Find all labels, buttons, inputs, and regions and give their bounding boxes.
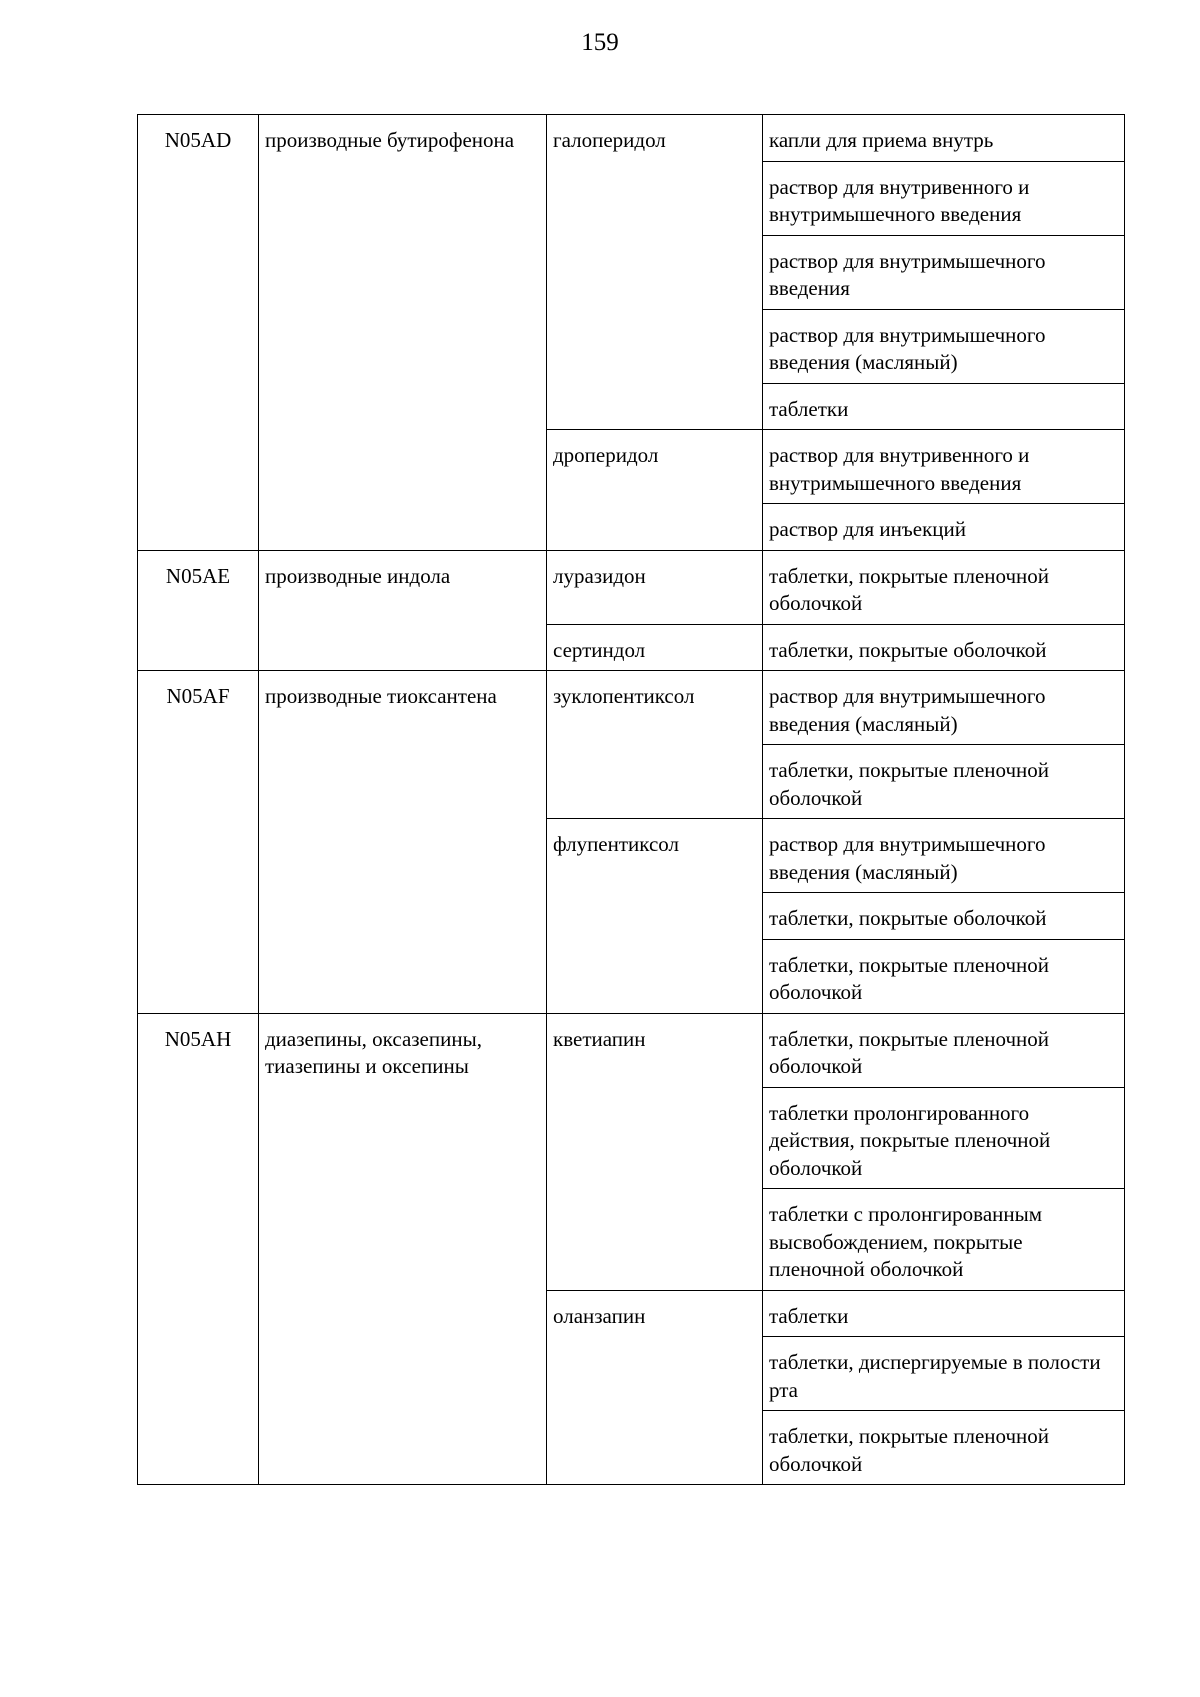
dosage-form-cell: раствор для внутримышечного введения (масляный) [763,671,1125,745]
drug-name-cell: сертиндол [547,624,763,671]
dosage-form-cell: таблетки, покрытые пленочной оболочкой [763,1411,1125,1485]
drug-table [137,114,1125,1485]
group-name-cell: диазепины, оксазепины, тиазепины и оксепины [259,1013,547,1485]
dosage-form-cell: таблетки пролонгированного действия, покрытые пленочной оболочкой [763,1087,1125,1189]
dosage-form-cell: таблетки, покрытые оболочкой [763,893,1125,940]
dosage-form-cell: раствор для внутривенного и внутримышечного введения [763,430,1125,504]
dosage-form-cell: таблетки, диспергируемые в полости рта [763,1337,1125,1411]
page-number: 159 [581,29,619,56]
atc-code-cell: N05AE [138,550,259,671]
dosage-form-cell: раствор для внутривенного и внутримышечного введения [763,161,1125,235]
dosage-form-cell: раствор для инъекций [763,504,1125,551]
dosage-form-cell: раствор для внутримышечного введения (масляный) [763,309,1125,383]
table-row [138,671,1125,745]
table-row [138,115,1125,162]
dosage-form-cell: таблетки [763,1290,1125,1337]
drug-name-cell: галоперидол [547,115,763,430]
atc-code-cell: N05AH [138,1013,259,1485]
group-name-cell: производные тиоксантена [259,671,547,1014]
dosage-form-cell: раствор для внутримышечного введения (масляный) [763,819,1125,893]
drug-name-cell: зуклопентиксол [547,671,763,819]
dosage-form-cell: таблетки с пролонгированным высвобождением, покрытые пленочной оболочкой [763,1189,1125,1291]
table-body [138,115,1125,1485]
table-row [138,550,1125,624]
dosage-form-cell: таблетки, покрытые пленочной оболочкой [763,1013,1125,1087]
dosage-form-cell: капли для приема внутрь [763,115,1125,162]
dosage-form-cell: таблетки, покрытые пленочной оболочкой [763,550,1125,624]
drug-name-cell: флупентиксол [547,819,763,1014]
drug-name-cell: дроперидол [547,430,763,551]
table-row [138,1013,1125,1087]
drug-name-cell: кветиапин [547,1013,763,1290]
atc-code-cell: N05AD [138,115,259,551]
dosage-form-cell: таблетки, покрытые оболочкой [763,624,1125,671]
group-name-cell: производные бутирофенона [259,115,547,551]
dosage-form-cell: раствор для внутримышечного введения [763,235,1125,309]
drug-name-cell: луразидон [547,550,763,624]
drug-name-cell: оланзапин [547,1290,763,1485]
atc-code-cell: N05AF [138,671,259,1014]
group-name-cell: производные индола [259,550,547,671]
dosage-form-cell: таблетки [763,383,1125,430]
dosage-form-cell: таблетки, покрытые пленочной оболочкой [763,745,1125,819]
dosage-form-cell: таблетки, покрытые пленочной оболочкой [763,939,1125,1013]
